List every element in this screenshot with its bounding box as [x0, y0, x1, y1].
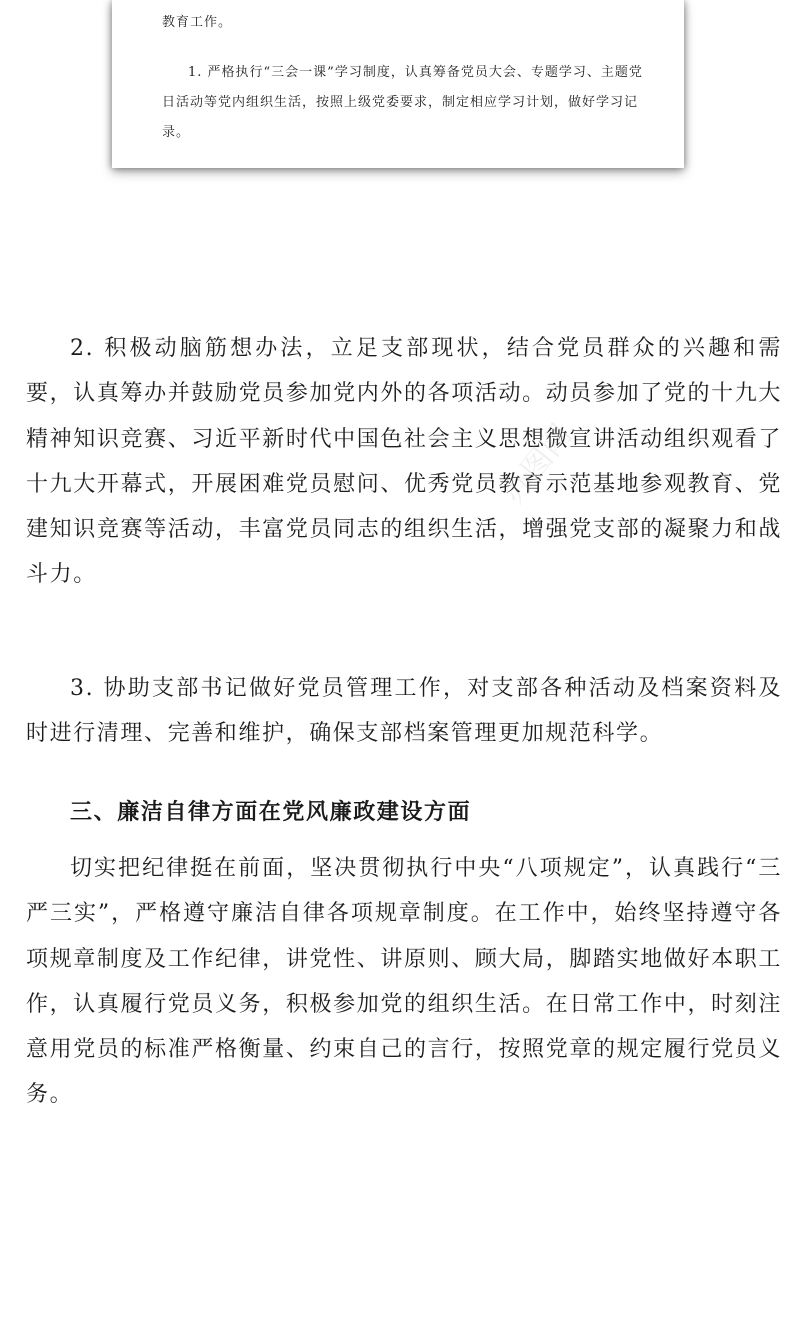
document-page-preview — [112, 0, 684, 168]
paragraph-2: 2. 积极动脑筋想办法，立足支部现状，结合党员群众的兴趣和需要，认真筹办并鼓励党员参加党内外的各项活动。动员参加了党的十九大精神知识竞赛、习近平新时代中国色社会主义思想微宣讲活动组织观看了十九大开幕式，开展困难党员慰问、优秀党员教育示范基地参观教育、党建知识竞赛等活动，丰富党员同志的组织生活，增强党支部的凝聚力和战斗力。 — [26, 336, 782, 588]
paragraph-4: 切实把纪律挺在前面，坚决贯彻执行中央“八项规定”，认真践行“三严三实”，严格遵守廉洁自律各项规章制度。在工作中，始终坚持遵守各项规章制度及工作纪律，讲党性、讲原则、顾大局，脚踏实地做好本职工作，认真履行党员义务，积极参加党的组织生活。在日常工作中，时刻注意用党员的标准严格衡量、约束自己的言行，按照党章的规定履行党员义务。 — [26, 856, 782, 1108]
paper-text-top: 教育工作。 — [162, 15, 233, 30]
paragraph-3: 3. 协助支部书记做好党员管理工作，对支部各种活动及档案资料及时进行清理、完善和维护，确保支部档案管理更加规范科学。 — [26, 676, 782, 747]
paper-item-1: 1. 严格执行“三会一课”学习制度，认真筹备党员大会、专题学习、主题党日活动等党内组织生活，按照上级党委要求，制定相应学习计划，做好学习记录。 — [162, 65, 643, 140]
section-heading-3: 三、廉洁自律方面在党风廉政建设方面 — [70, 799, 472, 825]
watermark: 办图网 — [496, 417, 580, 511]
